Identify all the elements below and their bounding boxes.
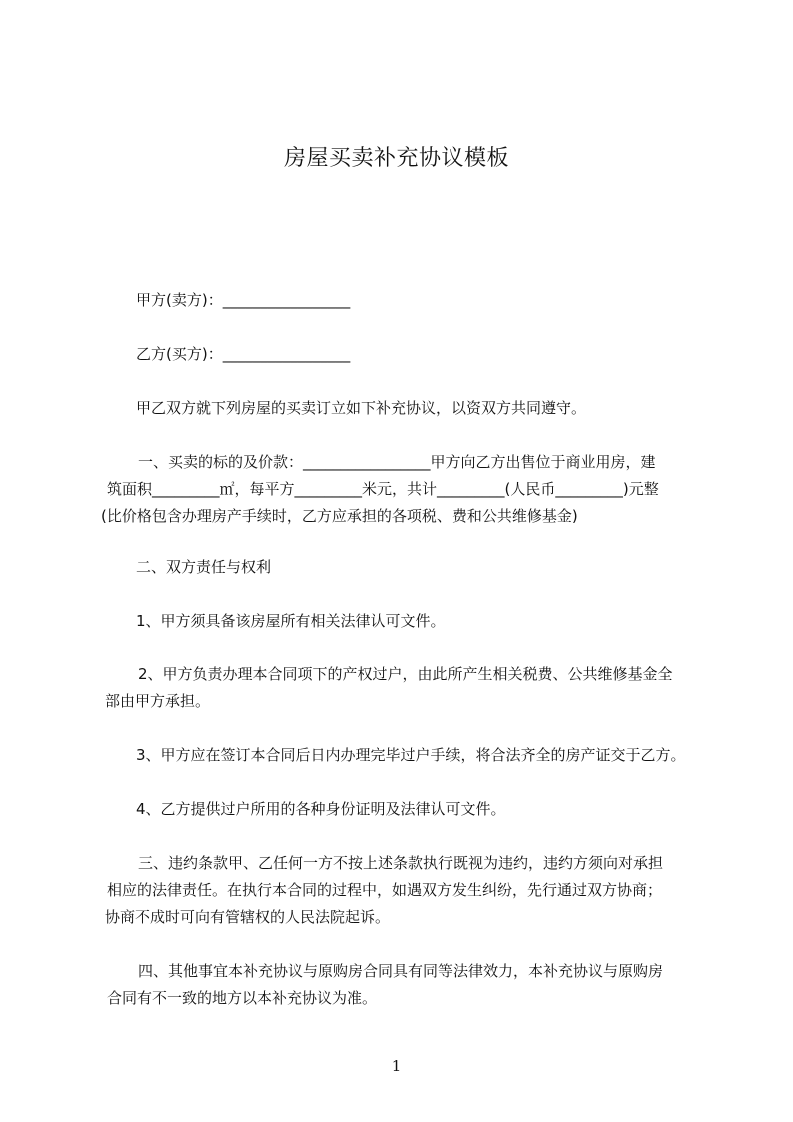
clause3-line1: 三、违约条款甲、乙任何一方不按上述条款执行既视为违约，违约方须向对承担 bbox=[138, 854, 664, 872]
clause3-line2: 相应的法律责任。在执行本合同的过程中，如遇双方发生纠纷，先行通过双方协商； bbox=[107, 881, 663, 899]
party-b-line: 乙方(买方)：_________________ bbox=[136, 345, 351, 363]
clause2-item1: 1、甲方须具备该房屋所有相关法律认可文件。 bbox=[136, 612, 446, 630]
page-title: 房屋买卖补充协议模板 bbox=[283, 146, 509, 171]
clause3-line3: 协商不成时可向有管辖权的人民法院起诉。 bbox=[105, 908, 391, 926]
intro-paragraph: 甲乙双方就下列房屋的买卖订立如下补充协议，以资双方共同遵守。 bbox=[136, 399, 587, 417]
clause1-line1: 一、买卖的标的及价款：_________________甲方向乙方出售位于商业用房，建 bbox=[138, 453, 656, 471]
clause2-item4: 4、乙方提供过户所用的各种身份证明及法律认可文件。 bbox=[136, 800, 506, 818]
clause2-heading: 二、双方责任与权利 bbox=[136, 558, 272, 576]
clause2-item2-line1: 2、甲方负责办理本合同项下的产权过户，由此所产生相关税费、公共维修基金全 bbox=[138, 665, 673, 683]
clause1-line3: (比价格包含办理房产手续时，乙方应承担的各项税、费和公共维修基金) bbox=[101, 507, 578, 525]
page-number: 1 bbox=[391, 1057, 402, 1075]
party-a-line: 甲方(卖方)：_________________ bbox=[136, 291, 351, 309]
clause2-item2-line2: 部由甲方承担。 bbox=[105, 692, 211, 710]
clause2-item3: 3、甲方应在签订本合同后日内办理完毕过户手续，将合法齐全的房产证交于乙方。 bbox=[136, 746, 686, 764]
clause4-line2: 合同有不一致的地方以本补充协议为准。 bbox=[107, 989, 378, 1007]
clause4-line1: 四、其他事宜本补充协议与原购房合同具有同等法律效力，本补充协议与原购房 bbox=[138, 962, 664, 980]
clause1-line2: 筑面积_________㎡，每平方_________米元，共计_________(人民币_________)元整 bbox=[107, 480, 659, 498]
